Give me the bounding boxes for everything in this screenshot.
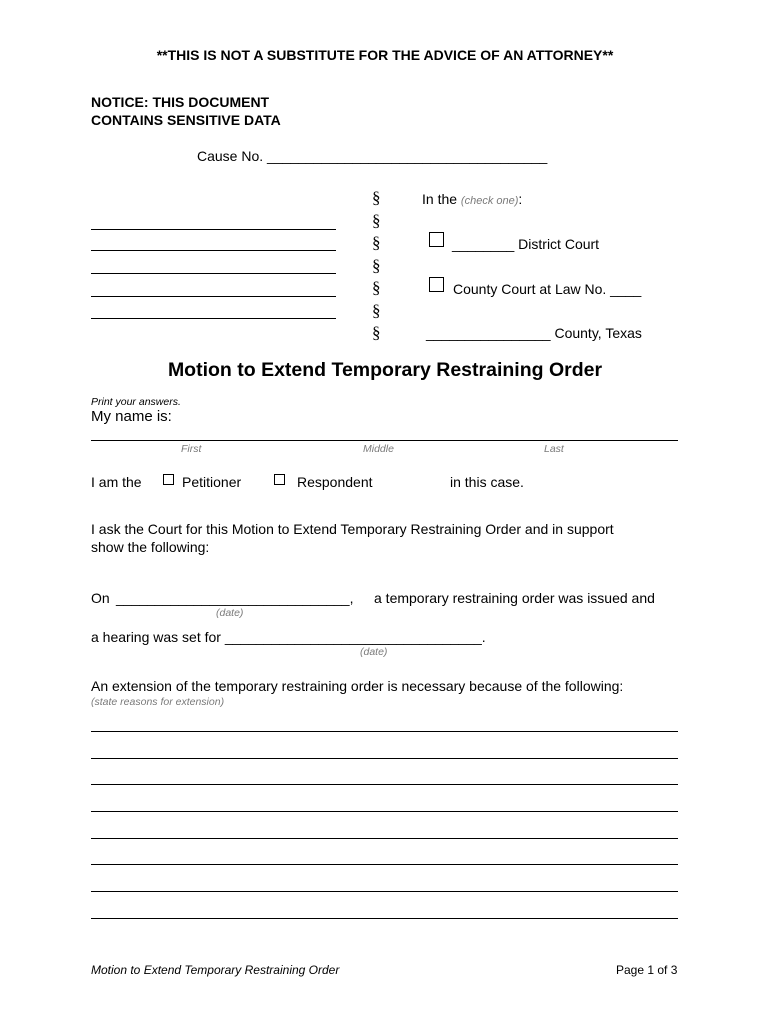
district-court-label: ________ District Court	[452, 236, 600, 252]
section-symbol: §	[372, 301, 381, 320]
reason-line[interactable]	[91, 864, 678, 865]
in-this-case-label: in this case.	[450, 474, 524, 490]
county-court-checkbox[interactable]	[429, 277, 444, 292]
party-line-4[interactable]	[91, 296, 336, 297]
check-one-hint: (check one)	[460, 195, 519, 207]
section-symbol: §	[372, 188, 381, 207]
petitioner-label: Petitioner	[182, 474, 242, 490]
reason-line[interactable]	[91, 811, 678, 812]
section-symbol: §	[372, 211, 381, 230]
county-texas-field[interactable]: ________________ County, Texas	[426, 325, 642, 341]
footer-title: Motion to Extend Temporary Restraining Order	[91, 963, 340, 977]
my-name-label: My name is:	[91, 408, 172, 425]
cause-number-field[interactable]: Cause No. ____________________________________	[197, 148, 548, 164]
name-line[interactable]	[91, 440, 678, 441]
print-answers-instruction: Print your answers.	[91, 396, 181, 408]
party-line-3[interactable]	[91, 273, 336, 274]
respondent-checkbox[interactable]	[274, 474, 285, 485]
attorney-disclaimer: **THIS IS NOT A SUBSTITUTE FOR THE ADVICE OF AN ATTORNEY**	[156, 47, 614, 63]
last-name-hint: Last	[544, 443, 564, 455]
hearing-date-field[interactable]: a hearing was set for _________________________________.	[91, 629, 486, 645]
party-line-1[interactable]	[91, 229, 336, 230]
reason-line[interactable]	[91, 784, 678, 785]
issued-sentence-text: a temporary restraining order was issued and	[374, 590, 655, 606]
in-the-label: In the	[422, 191, 458, 207]
ask-court-text-2: show the following:	[91, 539, 210, 555]
notice-line-1: NOTICE: THIS DOCUMENT	[91, 94, 270, 110]
colon: :	[518, 191, 523, 207]
court-selection-label	[422, 191, 522, 207]
respondent-label: Respondent	[297, 474, 373, 490]
extension-reason-hint: (state reasons for extension)	[91, 696, 225, 708]
hearing-date-hint: (date)	[360, 646, 388, 658]
petitioner-checkbox[interactable]	[163, 474, 174, 485]
middle-name-hint: Middle	[363, 443, 394, 455]
reason-line[interactable]	[91, 918, 678, 919]
section-symbol: §	[372, 256, 381, 275]
page-number: Page 1 of 3	[616, 963, 678, 977]
ask-court-text: I ask the Court for this Motion to Extend Temporary Restraining Order and in support	[91, 521, 614, 537]
notice-line-2: CONTAINS SENSITIVE DATA	[91, 112, 281, 128]
section-symbol: §	[372, 323, 381, 342]
reason-line[interactable]	[91, 731, 678, 732]
section-symbol: §	[372, 278, 381, 297]
first-name-hint: First	[181, 443, 202, 455]
party-line-2[interactable]	[91, 250, 336, 251]
issued-date-hint: (date)	[216, 607, 244, 619]
section-symbol: §	[372, 233, 381, 252]
county-court-label: County Court at Law No. ____	[453, 281, 642, 297]
reason-line[interactable]	[91, 758, 678, 759]
issued-date-field[interactable]: ______________________________,	[116, 590, 354, 606]
document-title: Motion to Extend Temporary Restraining Order	[167, 359, 603, 381]
extension-reason-label: An extension of the temporary restraining order is necessary because of the following:	[91, 678, 624, 694]
party-line-5[interactable]	[91, 318, 336, 319]
on-label: On	[91, 590, 110, 606]
reason-line[interactable]	[91, 838, 678, 839]
district-court-checkbox[interactable]	[429, 232, 444, 247]
reason-line[interactable]	[91, 891, 678, 892]
i-am-the-label: I am the	[91, 474, 142, 490]
